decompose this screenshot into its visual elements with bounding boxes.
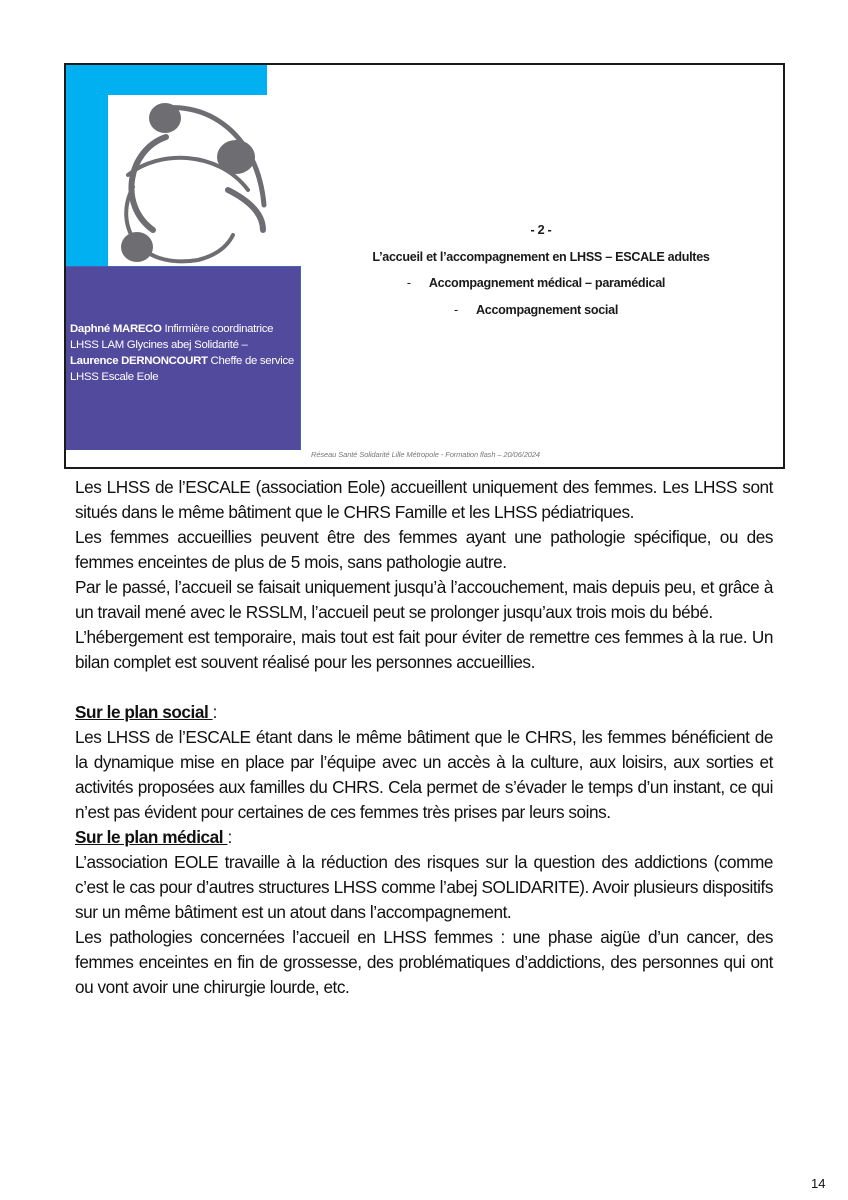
logo <box>108 95 267 266</box>
document-body <box>75 475 773 1000</box>
author-name-1: Daphné MARECO <box>70 323 162 335</box>
page-number: 14 <box>811 1176 826 1191</box>
slide-bullet-text: Accompagnement social <box>475 302 619 317</box>
author-name-2: Laurence DERNONCOURT <box>70 355 208 367</box>
paragraph: L’association EOLE travaille à la réduction des risques sur la question des addictions (comme c’est le cas pour d’autres structures LHSS comme l’abej SOLIDARITE). Avoir plusieurs dispositifs sur un même bâtiment est un atout dans l’accompagnement. <box>75 852 773 922</box>
section-colon: : <box>227 827 232 847</box>
slide-heading <box>306 217 776 323</box>
network-circles-logo-icon <box>108 95 267 266</box>
slide-bullet-text: Accompagnement médical – paramédical <box>428 276 666 290</box>
slide-title: L’accueil et l’accompagnement en LHSS – ESCALE adultes <box>372 249 710 264</box>
slide-bullet <box>306 270 776 297</box>
section-colon: : <box>212 702 217 722</box>
paragraph: Les femmes accueillies peuvent être des femmes ayant une pathologie spécifique, ou des femmes enceintes de plus de 5 mois, sans pathologie autre. <box>75 527 773 572</box>
section-title: Sur le plan social <box>75 702 213 722</box>
paragraph: Par le passé, l’accueil se faisait uniquement jusqu’à l’accouchement, mais depuis peu, et grâce à un travail mené avec le RSSLM, l’accueil peut se prolonger jusqu’aux trois mois du bébé. <box>75 577 773 622</box>
paragraph: Les LHSS de l’ESCALE (association Eole) accueillent uniquement des femmes. Les LHSS sont situés dans le même bâtiment que le CHRS Famille et les LHSS pédiatriques. <box>75 477 773 522</box>
author-role-2: Cheffe de service LHSS Escale Eole <box>70 355 294 383</box>
slide-thumbnail <box>64 63 785 469</box>
slide-number: - 2 - <box>530 223 552 237</box>
dash-bullet-icon: - <box>453 302 458 317</box>
slide-footer: Réseau Santé Solidarité Lille Métropole - Formation flash – 20/06/2024 <box>311 450 540 459</box>
paragraph: Les pathologies concernées l’accueil en LHSS femmes : une phase aigüe d’un cancer, des femmes enceintes en fin de grossesse, des problématiques d’addictions, des personnes qui ont ou vont avoir une chirurgie lourde, etc. <box>75 927 773 997</box>
blank-line <box>75 675 773 700</box>
paragraph: Les LHSS de l’ESCALE étant dans le même bâtiment que le CHRS, les femmes bénéficient de la dynamique mise en place par l’équipe avec un accès à la culture, aux loisirs, aux sorties et activités proposées aux familles du CHRS. Cela permet de s’évader le temps d’un instant, ce qui n’est pas évident pour certaines de ces femmes très prises par leurs soins. <box>75 727 773 822</box>
section-heading-social <box>75 700 773 725</box>
section-heading-medical <box>75 825 773 850</box>
authors-text <box>70 321 298 385</box>
section-title: Sur le plan médical <box>75 827 228 847</box>
author-role-1: Infirmière coordinatrice LHSS LAM Glycines abej Solidarité – <box>70 323 274 351</box>
dash-bullet-icon: - <box>406 276 411 290</box>
authors-panel <box>66 266 301 450</box>
slide-bullet <box>306 297 776 324</box>
paragraph: L’hébergement est temporaire, mais tout est fait pour éviter de remettre ces femmes à la rue. Un bilan complet est souvent réalisé pour les personnes accueillies. <box>75 627 773 672</box>
